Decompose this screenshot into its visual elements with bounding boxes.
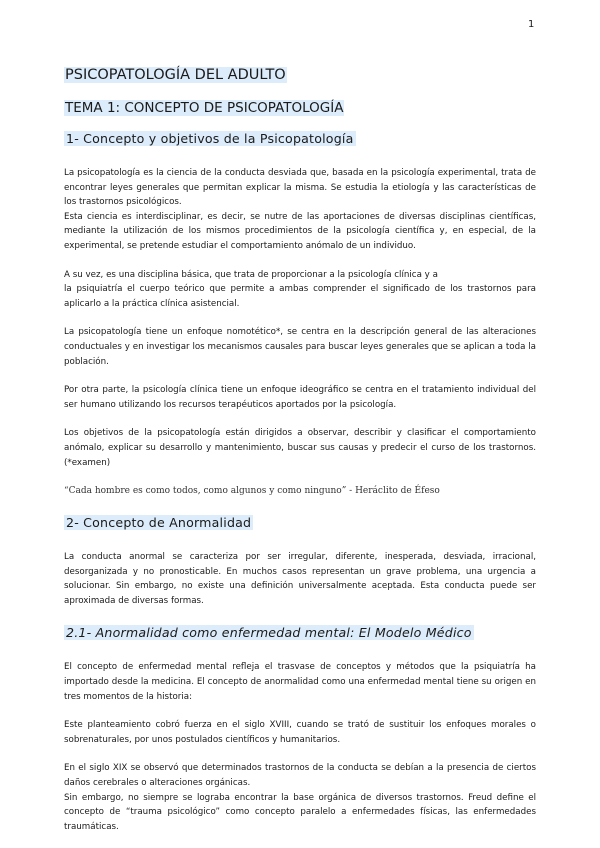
tema-heading: TEMA 1: CONCEPTO DE PSICOPATOLOGÍA xyxy=(65,100,344,116)
document-title: PSICOPATOLOGÍA DEL ADULTO xyxy=(65,67,286,83)
paragraph: El concepto de enfermedad mental refleja el trasvase de conceptos y métodos que la psiquiatría ha importado desde la medicina. El concepto de anormalidad como una enfermedad mental tiene su origen en tres momentos de la historia: xyxy=(64,662,536,702)
paragraph: Sin embargo, no siempre se lograba encontrar la base orgánica de diversos trastornos. Freud define el concepto de “trauma psicológico” como concepto paralelo a enfermedades físicas, las enfermedades traumáticas. xyxy=(64,792,536,832)
quote: “Cada hombre es como todos, como algunos y como ninguno” - Heráclito de Éfeso xyxy=(64,486,440,497)
paragraph: Por otra parte, la psicología clínica tiene un enfoque ideográfico se centra en el tratamiento individual del ser humano utilizando los recursos terapéuticos aportados por la psicología. xyxy=(64,385,536,410)
paragraph: la psiquiatría el cuerpo teórico que permite a ambas comprender el significado de los trastornos para aplicarlo a la práctica clínica asistencial. xyxy=(64,284,536,309)
section-2-heading: 2- Concepto de Anormalidad xyxy=(66,515,252,531)
section-1-heading: 1- Concepto y objetivos de la Psicopatología xyxy=(66,131,354,146)
paragraph: A su vez, es una disciplina básica, que trata de proporcionar a la psicología clínica y a xyxy=(64,269,438,280)
paragraph: La conducta anormal se caracteriza por ser irregular, diferente, inesperada, desviada, irracional, desorganizada y no pronosticable. En muchos casos representan un grave problema, una urgencia a solucionar. Sin embargo, no existe una definición universalmente aceptada. Esta conducta puede ser aproximada de diversas formas. xyxy=(64,552,536,606)
paragraph: La psicopatología es la ciencia de la conducta desviada que, basada en la psicología experimental, trata de encontrar leyes generales que permitan explicar la misma. Se estudia la etiología y las características de los trastornos psicológicos. xyxy=(64,168,536,208)
section-2-1-heading: 2.1- Anormalidad como enfermedad mental: El Modelo Médico xyxy=(66,625,472,641)
page-number: 1 xyxy=(528,19,535,30)
paragraph: La psicopatología tiene un enfoque nomotético*, se centra en la descripción general de las alteraciones conductuales y en investigar los mecanismos causales para buscar leyes generales que se aplican a toda la población. xyxy=(64,327,536,367)
paragraph: Este planteamiento cobró fuerza en el siglo XVIII, cuando se trató de sustituir los enfoques morales o sobrenaturales, por unos postulados científicos y humanitarios. xyxy=(64,720,536,745)
paragraph: Los objetivos de la psicopatología están dirigidos a observar, describir y clasificar el comportamiento anómalo, explicar su desarrollo y mantenimiento, buscar sus causas y predecir el curso de los trastornos. (*examen) xyxy=(64,428,536,468)
document-body xyxy=(64,64,536,834)
paragraph: En el siglo XIX se observó que determinados trastornos de la conducta se debían a la presencia de ciertos daños cerebrales o alteraciones orgánicas. xyxy=(64,763,536,789)
paragraph: Esta ciencia es interdisciplinar, es decir, se nutre de las aportaciones de diversas disciplinas científicas, mediante la utilización de los mismos procedimientos de la psicología científica y, en especial, de la experimental, se pretende estudiar el comportamiento anómalo de un individuo. xyxy=(64,211,536,251)
